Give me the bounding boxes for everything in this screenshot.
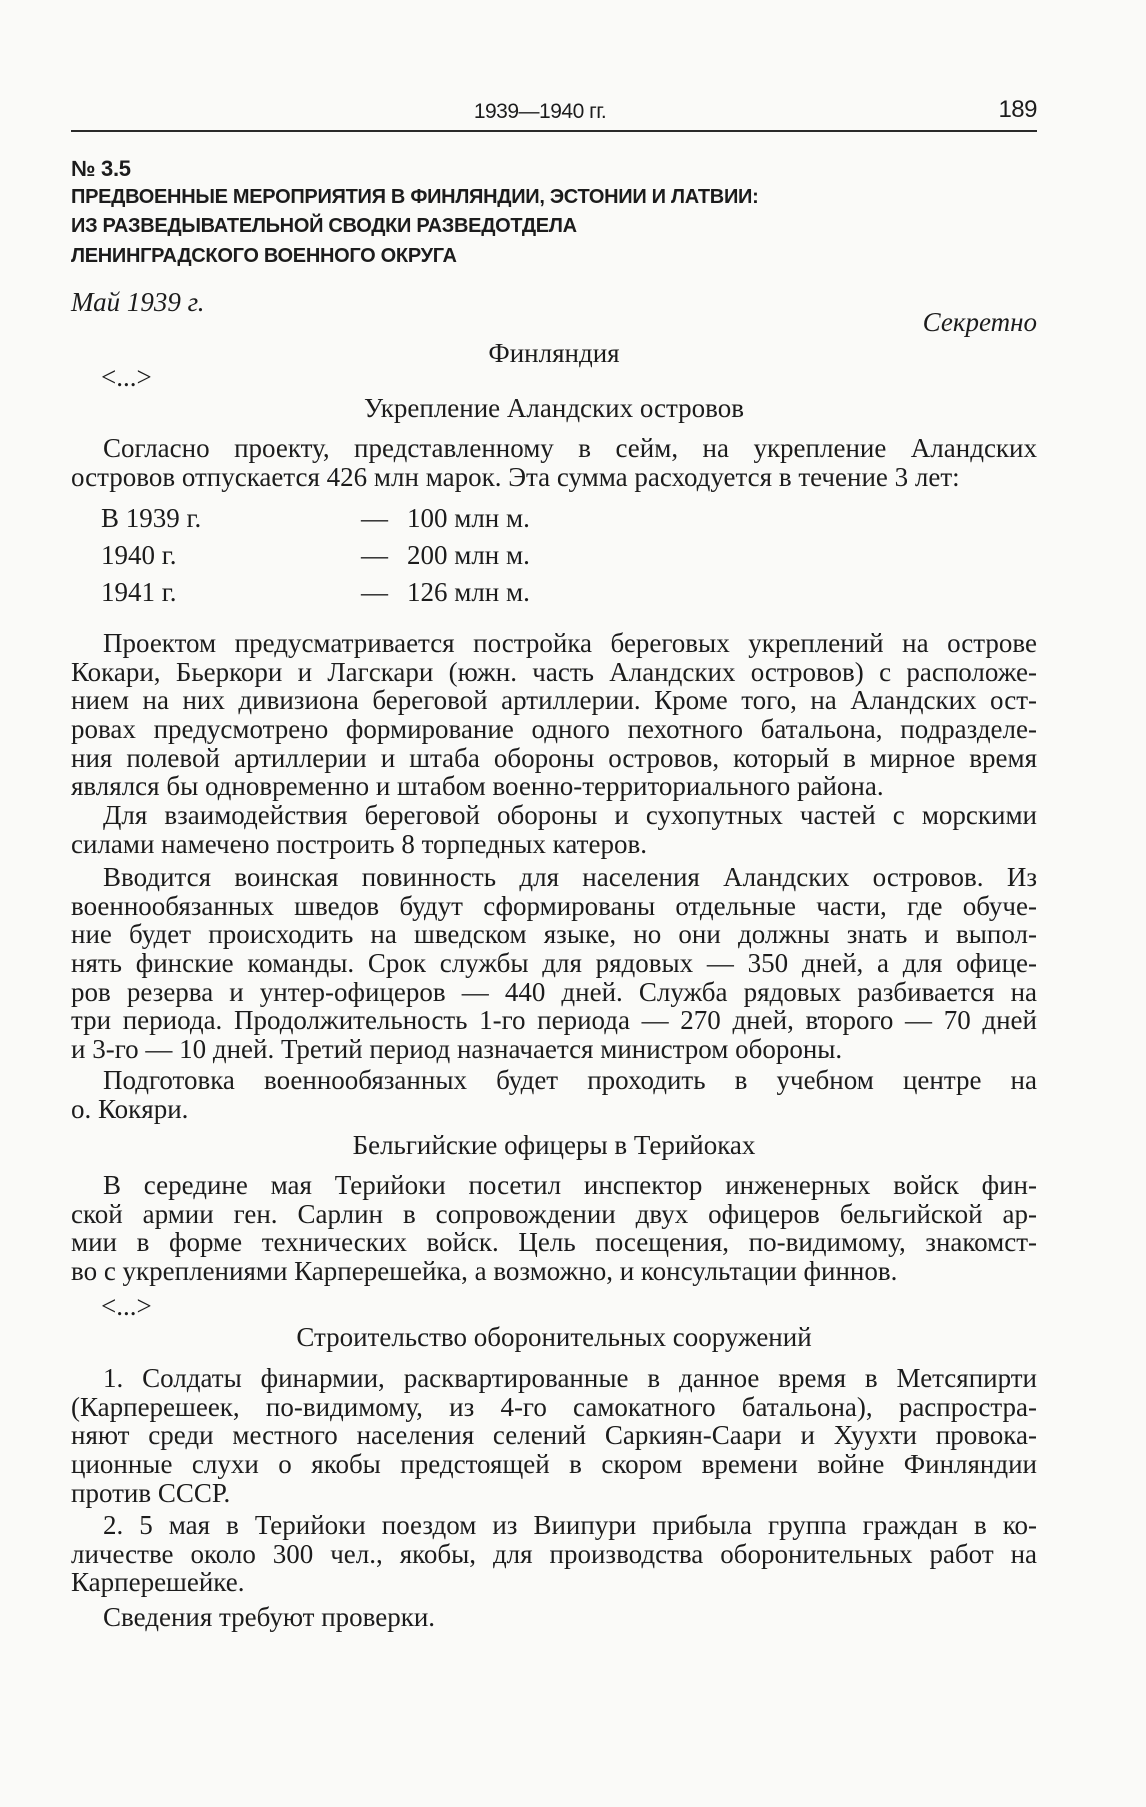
budget-amount: 200 млн м. <box>407 540 530 570</box>
budget-amount: 126 млн м. <box>407 577 530 607</box>
running-head-title: 1939—1940 гг. <box>473 100 607 123</box>
budget-dash: — <box>361 540 388 570</box>
budget-year: 1940 г. <box>101 540 177 570</box>
paragraph <box>71 1066 1037 1123</box>
paragraph-line: Вводится воинская повинность для населения Аландских островов. Из <box>103 862 1037 892</box>
paragraph-line: и 3-го — 10 дней. Третий период назначается министром обороны. <box>71 1034 843 1065</box>
paragraph-line: ской армии ген. Сарлин в сопровождении двух офицеров бельгийской ар- <box>71 1198 1037 1229</box>
paragraph-line: военнообязанных шведов будут сформированы отдельные части, где обуче- <box>71 890 1037 921</box>
paragraph <box>71 1171 1037 1286</box>
omission-mark: <...> <box>101 362 152 392</box>
paragraph-line: Подготовка военнообязанных будет проходить в учебном центре на <box>103 1065 1037 1095</box>
budget-amount: 100 млн м. <box>407 503 530 533</box>
budget-dash: — <box>361 503 388 533</box>
budget-dash: — <box>361 577 388 607</box>
classification: Секретно <box>922 307 1037 337</box>
paragraph <box>71 1364 1037 1507</box>
paragraph-line: о. Кокяри. <box>71 1093 189 1124</box>
paragraph-line: 2. 5 мая в Терийоки поездом из Виипури прибыла группа граждан в ко- <box>103 1510 1037 1540</box>
paragraph-line: являлся бы одновременно и штабом военно-территориального района. <box>71 771 884 802</box>
paragraph-line: ров резерва и унтер-офицеров — 440 дней. Служба рядовых разбивается на <box>71 976 1037 1007</box>
paragraph-line: (Карперешеек, по-видимому, из 4-го самокатного батальона), распростра- <box>71 1391 1037 1422</box>
paragraph-line: нять финские команды. Срок службы для рядовых — 350 дней, а для офице- <box>71 948 1037 979</box>
paragraph-line: во с укреплениями Карперешейка, а возможно, и консультации финнов. <box>71 1256 898 1287</box>
paragraph-line: ровах предусмотрено формирование одного пехотного батальона, подразделе- <box>71 714 1037 745</box>
paragraph-line: три периода. Продолжительность 1-го периода — 270 дней, второго — 70 дней <box>71 1005 1037 1036</box>
paragraph <box>71 629 1037 801</box>
paragraph-line: ционные слухи о якобы предстоящей в скором времени войне Финляндии <box>71 1449 1037 1480</box>
paragraph-line: Кокари, Бьеркори и Лагскари (южн. часть Аландских островов) с расположе- <box>71 656 1037 687</box>
paragraph-line: Сведения требуют проверки. <box>103 1602 436 1632</box>
paragraph-line: личестве около 300 чел., якобы, для производства оборонительных работ на <box>71 1538 1037 1569</box>
document-title-line: ИЗ РАЗВЕДЫВАТЕЛЬНОЙ СВОДКИ РАЗВЕДОТДЕЛА <box>71 215 577 237</box>
section-heading: Укрепление Аландских островов <box>364 393 744 423</box>
page-number: 189 <box>998 96 1037 123</box>
paragraph-line: 1. Солдаты финармии, расквартированные в данное время в Метсяпирти <box>103 1363 1037 1393</box>
country-heading: Финляндия <box>488 338 620 368</box>
paragraph-line: Проектом предусматривается постройка береговых укреплений на острове <box>103 628 1037 658</box>
paragraph <box>71 801 1037 858</box>
paragraph-line: нием на них дивизиона береговой артиллерии. Кроме того, на Аландских ост- <box>71 685 1037 716</box>
section-heading: Строительство оборонительных сооружений <box>296 1322 812 1352</box>
header-rule <box>71 130 1037 132</box>
paragraph-line: Карперешейке. <box>71 1567 245 1598</box>
paragraph-line: няют среди местного населения селений Саркиян-Саари и Хуухти провока- <box>71 1420 1037 1451</box>
document-title-line: ПРЕДВОЕННЫЕ МЕРОПРИЯТИЯ В ФИНЛЯНДИИ, ЭСТОНИИ И ЛАТВИИ: <box>71 186 759 208</box>
paragraph <box>71 434 1037 491</box>
paragraph <box>71 1603 1037 1632</box>
paragraph-line: Для взаимодействия береговой обороны и сухопутных частей с морскими <box>103 800 1037 830</box>
paragraph-line: против СССР. <box>71 1477 231 1508</box>
document-number: № 3.5 <box>71 156 131 181</box>
paragraph-line: ние будет происходить на шведском языке, но они должны знать и выпол- <box>71 919 1037 950</box>
paragraph-line: Согласно проекту, представленному в сейм, на укрепление Аландских <box>103 433 1037 463</box>
paragraph-line: мии в форме технических войск. Цель посещения, по-видимому, знакомст- <box>71 1227 1037 1258</box>
paragraph-line: В середине мая Терийоки посетил инспектор инженерных войск фин- <box>103 1170 1037 1200</box>
paragraph <box>71 1511 1037 1597</box>
document-title-line: ЛЕНИНГРАДСКОГО ВОЕННОГО ОКРУГА <box>71 245 457 267</box>
paragraph-line: силами намечено построить 8 торпедных катеров. <box>71 828 647 859</box>
omission-mark: <...> <box>101 1291 152 1321</box>
paragraph <box>71 863 1037 1064</box>
budget-year: 1941 г. <box>101 577 177 607</box>
paragraph-line: ния полевой артиллерии и штаба обороны островов, который в мирное время <box>71 742 1037 773</box>
document-date: Май 1939 г. <box>71 287 205 317</box>
paragraph-line: островов отпускается 426 млн марок. Эта сумма расходуется в течение 3 лет: <box>71 461 960 492</box>
budget-year: В 1939 г. <box>101 503 202 533</box>
section-heading: Бельгийские офицеры в Терийоках <box>352 1130 756 1160</box>
